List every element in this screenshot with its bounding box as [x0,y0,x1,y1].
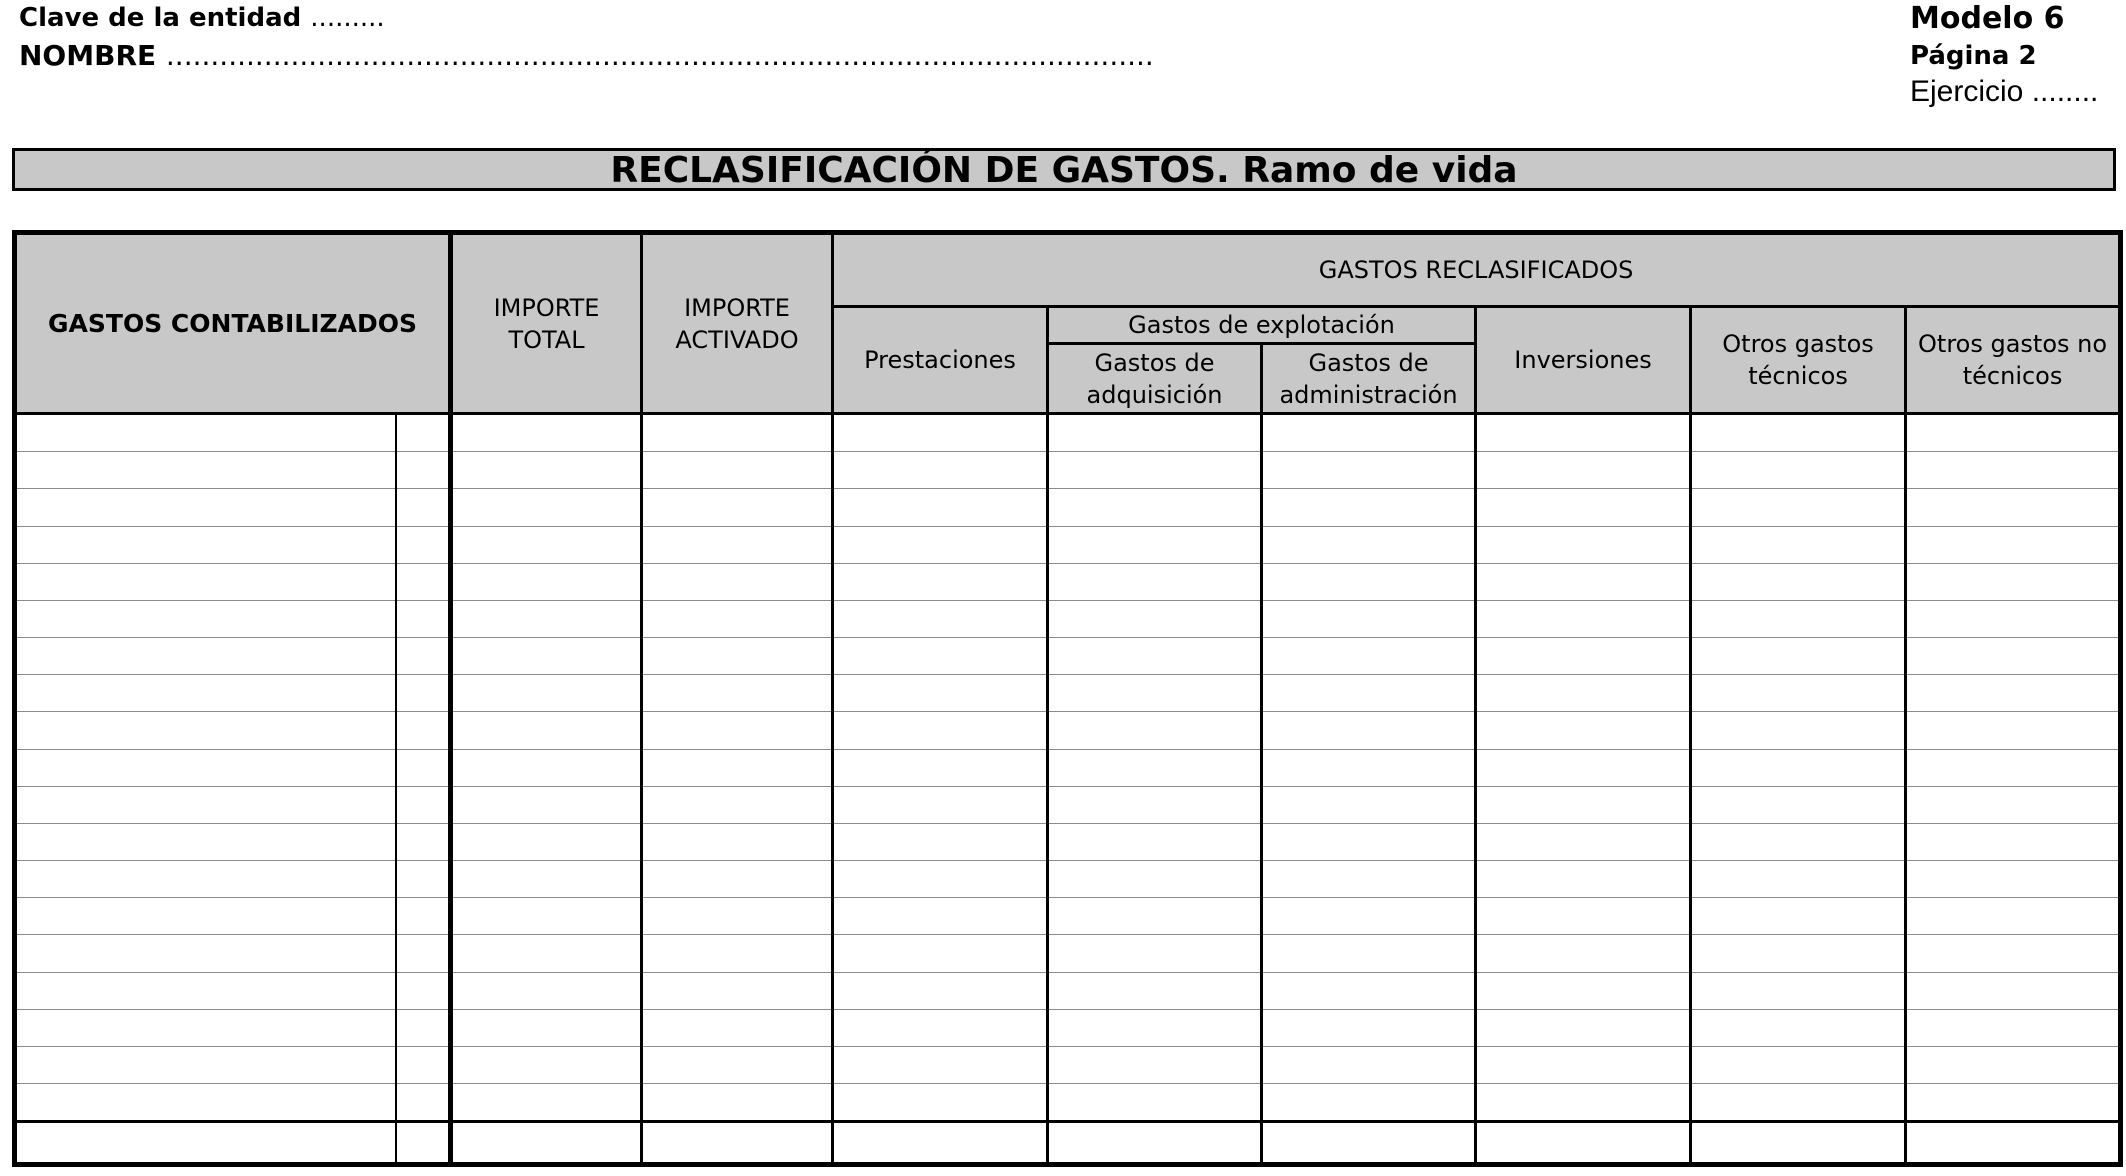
administracion-cell[interactable] [1262,414,1476,452]
otros-no-tecnicos-cell[interactable] [1906,972,2121,1009]
administracion-cell[interactable] [1262,489,1476,526]
name-cell[interactable] [15,898,396,935]
importe-total-cell[interactable] [451,972,642,1009]
otros-tecnicos-cell[interactable] [1691,414,1906,452]
importe-activado-cell[interactable] [642,675,833,712]
administracion-cell[interactable] [1262,823,1476,860]
clave-label-text: Clave de la entidad [19,3,302,33]
name-cell[interactable] [15,638,396,675]
adquisicion-cell[interactable] [1048,861,1262,898]
inversiones-cell[interactable] [1476,749,1691,786]
clave-entidad-label [19,5,385,31]
importe-activado-cell[interactable] [642,1084,833,1122]
code-cell[interactable] [396,1046,451,1083]
otros-no-tecnicos-cell[interactable] [1906,712,2121,749]
adquisicion-cell[interactable] [1048,563,1262,600]
prestaciones-cell[interactable] [833,600,1048,637]
importe-total-cell[interactable] [451,675,642,712]
code-cell[interactable] [396,749,451,786]
reclasificacion-table [12,230,2123,1167]
importe-activado-cell[interactable] [642,712,833,749]
table-row [15,675,2121,712]
adquisicion-cell[interactable] [1048,452,1262,489]
adquisicion-cell[interactable] [1048,786,1262,823]
inversiones-cell[interactable] [1476,712,1691,749]
table-body [15,414,2121,1165]
name-cell[interactable] [15,935,396,972]
adquisicion-cell[interactable] [1048,1046,1262,1083]
inversiones-cell[interactable] [1476,489,1691,526]
otros-tecnicos-cell[interactable] [1691,489,1906,526]
name-cell[interactable] [15,861,396,898]
otros-tecnicos-cell[interactable] [1691,861,1906,898]
code-cell[interactable] [396,600,451,637]
prestaciones-cell[interactable] [833,489,1048,526]
inversiones-cell[interactable] [1476,898,1691,935]
prestaciones-cell[interactable] [833,972,1048,1009]
code-cell[interactable] [396,786,451,823]
inversiones-cell[interactable] [1476,786,1691,823]
administracion-cell[interactable] [1262,675,1476,712]
name-cell[interactable] [15,675,396,712]
table-row [15,749,2121,786]
inversiones-cell[interactable] [1476,935,1691,972]
code-cell[interactable] [396,898,451,935]
importe-total-cell[interactable] [451,898,642,935]
code-cell[interactable] [396,638,451,675]
importe-activado-cell[interactable] [642,414,833,452]
prestaciones-cell[interactable] [833,1046,1048,1083]
nombre-label-text: NOMBRE [19,39,157,72]
name-cell[interactable] [15,600,396,637]
otros-tecnicos-cell[interactable] [1691,786,1906,823]
otros-no-tecnicos-cell[interactable] [1906,675,2121,712]
administracion-cell[interactable] [1262,638,1476,675]
prestaciones-cell[interactable] [833,414,1048,452]
inversiones-cell[interactable] [1476,861,1691,898]
importe-total-cell[interactable] [451,1009,642,1046]
code-cell[interactable] [396,972,451,1009]
administracion-cell[interactable] [1262,526,1476,563]
table-row [15,638,2121,675]
prestaciones-cell[interactable] [833,1122,1048,1165]
otros-no-tecnicos-cell[interactable] [1906,452,2121,489]
otros-tecnicos-cell[interactable] [1691,563,1906,600]
name-cell[interactable] [15,786,396,823]
otros-tecnicos-cell[interactable] [1691,638,1906,675]
code-cell[interactable] [396,712,451,749]
ejercicio-field[interactable]: Ejercicio ........ [1910,75,2099,108]
header-importe-total: IMPORTE TOTAL [451,233,642,414]
clave-entry-field[interactable]: ......... [310,3,385,33]
importe-activado-cell[interactable] [642,786,833,823]
importe-total-cell[interactable] [451,563,642,600]
inversiones-cell[interactable] [1476,638,1691,675]
adquisicion-cell[interactable] [1048,1084,1262,1122]
prestaciones-cell[interactable] [833,712,1048,749]
importe-activado-cell[interactable] [642,861,833,898]
prestaciones-cell[interactable] [833,1009,1048,1046]
adquisicion-cell[interactable] [1048,489,1262,526]
header-prestaciones: Prestaciones [833,307,1048,414]
administracion-cell[interactable] [1262,452,1476,489]
otros-tecnicos-cell[interactable] [1691,1046,1906,1083]
name-cell[interactable] [15,526,396,563]
importe-total-cell[interactable] [451,1046,642,1083]
table-row [15,526,2121,563]
otros-no-tecnicos-cell[interactable] [1906,1122,2121,1165]
code-cell[interactable] [396,1122,451,1165]
administracion-cell[interactable] [1262,1046,1476,1083]
prestaciones-cell[interactable] [833,823,1048,860]
adquisicion-cell[interactable] [1048,600,1262,637]
importe-activado-cell[interactable] [642,1046,833,1083]
otros-tecnicos-cell[interactable] [1691,712,1906,749]
inversiones-cell[interactable] [1476,972,1691,1009]
table-row [15,861,2121,898]
otros-tecnicos-cell[interactable] [1691,972,1906,1009]
otros-no-tecnicos-cell[interactable] [1906,823,2121,860]
importe-activado-cell[interactable] [642,749,833,786]
otros-tecnicos-cell[interactable] [1691,526,1906,563]
name-cell[interactable] [15,823,396,860]
otros-no-tecnicos-cell[interactable] [1906,861,2121,898]
otros-no-tecnicos-cell[interactable] [1906,1009,2121,1046]
administracion-cell[interactable] [1262,1122,1476,1165]
table-row [15,1009,2121,1046]
otros-tecnicos-cell[interactable] [1691,675,1906,712]
code-cell[interactable] [396,414,451,452]
prestaciones-cell[interactable] [833,898,1048,935]
prestaciones-cell[interactable] [833,861,1048,898]
code-cell[interactable] [396,935,451,972]
inversiones-cell[interactable] [1476,414,1691,452]
adquisicion-cell[interactable] [1048,823,1262,860]
importe-total-cell[interactable] [451,861,642,898]
importe-total-cell[interactable] [451,526,642,563]
importe-total-cell[interactable] [451,489,642,526]
name-cell[interactable] [15,452,396,489]
table-row [15,489,2121,526]
name-cell[interactable] [15,563,396,600]
table-row [15,600,2121,637]
otros-no-tecnicos-cell[interactable] [1906,749,2121,786]
inversiones-cell[interactable] [1476,1046,1691,1083]
importe-total-cell[interactable] [451,786,642,823]
importe-activado-cell[interactable] [642,638,833,675]
name-cell[interactable] [15,972,396,1009]
header-gastos-reclasificados: GASTOS RECLASIFICADOS [833,233,2121,307]
header-gastos-administracion: Gastos de administración [1262,344,1476,414]
name-cell[interactable] [15,712,396,749]
table-row [15,786,2121,823]
inversiones-cell[interactable] [1476,823,1691,860]
name-cell[interactable] [15,749,396,786]
importe-total-cell[interactable] [451,638,642,675]
otros-tecnicos-cell[interactable] [1691,1122,1906,1165]
otros-tecnicos-cell[interactable] [1691,1009,1906,1046]
otros-tecnicos-cell[interactable] [1691,1084,1906,1122]
administracion-cell[interactable] [1262,861,1476,898]
code-cell[interactable] [396,563,451,600]
adquisicion-cell[interactable] [1048,675,1262,712]
otros-no-tecnicos-cell[interactable] [1906,600,2121,637]
adquisicion-cell[interactable] [1048,1122,1262,1165]
code-cell[interactable] [396,823,451,860]
adquisicion-cell[interactable] [1048,712,1262,749]
modelo-label: Modelo 6 [1910,1,2065,36]
header-otros-gastos-tecnicos: Otros gastos técnicos [1691,307,1906,414]
administracion-cell[interactable] [1262,972,1476,1009]
table-row [15,712,2121,749]
importe-activado-cell[interactable] [642,935,833,972]
prestaciones-cell[interactable] [833,786,1048,823]
administracion-cell[interactable] [1262,898,1476,935]
table-row [15,452,2121,489]
name-cell[interactable] [15,414,396,452]
header-gastos-explotacion: Gastos de explotación [1048,307,1476,344]
inversiones-cell[interactable] [1476,526,1691,563]
inversiones-cell[interactable] [1476,600,1691,637]
importe-activado-cell[interactable] [642,526,833,563]
header-gastos-contabilizados: GASTOS CONTABILIZADOS [15,233,451,414]
table-row [15,1084,2121,1122]
nombre-entry-field[interactable]: ............................................................................................................... [165,39,1154,72]
name-cell[interactable] [15,489,396,526]
otros-no-tecnicos-cell[interactable] [1906,786,2121,823]
prestaciones-cell[interactable] [833,638,1048,675]
header-importe-activado: IMPORTE ACTIVADO [642,233,833,414]
otros-no-tecnicos-cell[interactable] [1906,489,2121,526]
otros-tecnicos-cell[interactable] [1691,749,1906,786]
adquisicion-cell[interactable] [1048,526,1262,563]
importe-total-cell[interactable] [451,712,642,749]
importe-total-cell[interactable] [451,749,642,786]
otros-tecnicos-cell[interactable] [1691,452,1906,489]
code-cell[interactable] [396,1084,451,1122]
header-otros-gastos-no-tecnicos: Otros gastos no técnicos [1906,307,2121,414]
page-title: RECLASIFICACIÓN DE GASTOS. Ramo de vida [12,148,2116,191]
table-row [15,1046,2121,1083]
prestaciones-cell[interactable] [833,563,1048,600]
name-cell[interactable] [15,1009,396,1046]
administracion-cell[interactable] [1262,600,1476,637]
pagina-label: Página 2 [1910,41,2037,71]
importe-total-cell[interactable] [451,600,642,637]
prestaciones-cell[interactable] [833,675,1048,712]
table-row [15,972,2121,1009]
inversiones-cell[interactable] [1476,563,1691,600]
otros-no-tecnicos-cell[interactable] [1906,563,2121,600]
adquisicion-cell[interactable] [1048,972,1262,1009]
importe-activado-cell[interactable] [642,452,833,489]
inversiones-cell[interactable] [1476,1122,1691,1165]
inversiones-cell[interactable] [1476,675,1691,712]
code-cell[interactable] [396,1009,451,1046]
prestaciones-cell[interactable] [833,749,1048,786]
importe-total-cell[interactable] [451,414,642,452]
table-row [15,414,2121,452]
adquisicion-cell[interactable] [1048,935,1262,972]
otros-no-tecnicos-cell[interactable] [1906,1084,2121,1122]
administracion-cell[interactable] [1262,935,1476,972]
prestaciones-cell[interactable] [833,526,1048,563]
importe-activado-cell[interactable] [642,1122,833,1165]
otros-tecnicos-cell[interactable] [1691,898,1906,935]
prestaciones-cell[interactable] [833,452,1048,489]
adquisicion-cell[interactable] [1048,414,1262,452]
administracion-cell[interactable] [1262,1009,1476,1046]
inversiones-cell[interactable] [1476,1009,1691,1046]
administracion-cell[interactable] [1262,563,1476,600]
importe-total-cell[interactable] [451,935,642,972]
administracion-cell[interactable] [1262,749,1476,786]
otros-no-tecnicos-cell[interactable] [1906,898,2121,935]
code-cell[interactable] [396,526,451,563]
inversiones-cell[interactable] [1476,452,1691,489]
importe-activado-cell[interactable] [642,823,833,860]
administracion-cell[interactable] [1262,712,1476,749]
code-cell[interactable] [396,452,451,489]
importe-activado-cell[interactable] [642,898,833,935]
importe-total-cell[interactable] [451,823,642,860]
nombre-label [19,39,1154,72]
otros-tecnicos-cell[interactable] [1691,600,1906,637]
table-row [15,563,2121,600]
prestaciones-cell[interactable] [833,1084,1048,1122]
importe-total-cell[interactable] [451,452,642,489]
importe-activado-cell[interactable] [642,563,833,600]
header-inversiones: Inversiones [1476,307,1691,414]
table-row [15,898,2121,935]
name-cell[interactable] [15,1084,396,1122]
importe-activado-cell[interactable] [642,489,833,526]
otros-no-tecnicos-cell[interactable] [1906,1046,2121,1083]
importe-total-cell[interactable] [451,1084,642,1122]
otros-tecnicos-cell[interactable] [1691,935,1906,972]
code-cell[interactable] [396,489,451,526]
importe-activado-cell[interactable] [642,1009,833,1046]
administracion-cell[interactable] [1262,786,1476,823]
inversiones-cell[interactable] [1476,1084,1691,1122]
otros-no-tecnicos-cell[interactable] [1906,935,2121,972]
importe-activado-cell[interactable] [642,600,833,637]
otros-no-tecnicos-cell[interactable] [1906,414,2121,452]
importe-total-cell[interactable] [451,1122,642,1165]
table-row [15,935,2121,972]
name-cell[interactable] [15,1122,396,1165]
importe-activado-cell[interactable] [642,972,833,1009]
adquisicion-cell[interactable] [1048,638,1262,675]
adquisicion-cell[interactable] [1048,749,1262,786]
header-gastos-adquisicion: Gastos de adquisición [1048,344,1262,414]
prestaciones-cell[interactable] [833,935,1048,972]
otros-tecnicos-cell[interactable] [1691,823,1906,860]
total-row [15,1122,2121,1165]
otros-no-tecnicos-cell[interactable] [1906,638,2121,675]
code-cell[interactable] [396,675,451,712]
administracion-cell[interactable] [1262,1084,1476,1122]
table-row [15,823,2121,860]
adquisicion-cell[interactable] [1048,1009,1262,1046]
otros-no-tecnicos-cell[interactable] [1906,526,2121,563]
adquisicion-cell[interactable] [1048,898,1262,935]
code-cell[interactable] [396,861,451,898]
name-cell[interactable] [15,1046,396,1083]
